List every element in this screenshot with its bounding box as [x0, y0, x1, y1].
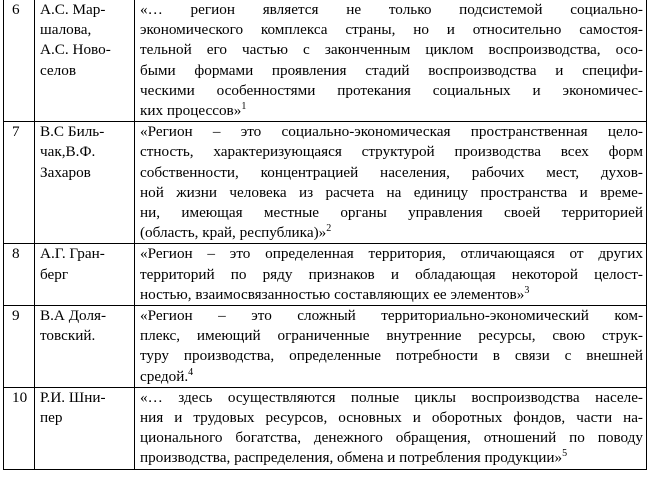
author-line: В.А Доля- [40, 307, 107, 325]
author-cell [35, 122, 135, 244]
definition-text: территорий по ряду признаков и обладающая некоторой целост- [140, 265, 643, 283]
definition-text: ни, имеющая местные органы управления своей территорией [140, 204, 643, 222]
author-line: шалова, [40, 21, 92, 39]
definition-text: ной жизни человека из расчета на единицу пространства и време- [140, 183, 643, 201]
author-line: товский. [40, 327, 96, 345]
definition-text: «Регион – это социально-экономическая пространственная цело- [140, 123, 643, 141]
definition-text: экономического комплекса страны, но и относительно самостоя- [140, 21, 643, 39]
definition-line [140, 326, 643, 346]
definition-line [140, 40, 643, 60]
footnote-marker[interactable]: 5 [562, 448, 568, 460]
definition-text: тельной его частью с законченным циклом воспроизводства, осо- [140, 41, 643, 59]
definition-line [140, 142, 643, 162]
table-row [4, 122, 647, 244]
author-cell [35, 244, 135, 306]
definition-line [140, 20, 643, 40]
definition-line [140, 285, 643, 305]
definition-text: «… здесь осуществляются полные циклы воспроизводства населе- [140, 388, 643, 406]
definition-line [140, 388, 643, 408]
definition-text: ционального богатства, денежного обращения, отношений по поводу [140, 429, 643, 447]
row-number: 10 [4, 387, 35, 469]
author-line: Захаров [40, 163, 91, 181]
author-line: берг [40, 265, 69, 283]
row-number: 8 [4, 244, 35, 306]
table-row [4, 306, 647, 388]
table-row [4, 244, 647, 306]
definition-line [140, 122, 643, 142]
definition-text: ностью, взаимосвязанностью составляющих ее элементов» [140, 285, 525, 303]
author-cell [35, 306, 135, 388]
definition-text: ния и трудовых ресурсов, основных и оборотных фондов, части на- [140, 409, 643, 427]
definition-line [140, 306, 643, 326]
definition-cell [135, 306, 647, 388]
definition-line [140, 183, 643, 203]
author-cell [35, 387, 135, 469]
definition-text: стность, характеризующаяся структурой производства всех форм [140, 143, 643, 161]
definition-cell [135, 0, 647, 122]
author-cell [35, 0, 135, 122]
definition-text: собственности, концентрацией населения, рабочих мест, духов- [140, 163, 643, 181]
author-line: А.С. Ново- [40, 41, 111, 59]
author-line: А.С. Мар- [40, 1, 106, 18]
definition-line [140, 61, 643, 81]
definitions-table-body [4, 0, 647, 469]
row-number: 7 [4, 122, 35, 244]
table-row [4, 387, 647, 469]
definition-text: ких процессов» [140, 102, 242, 120]
table-row [4, 0, 647, 122]
definition-text: плекс, имеющий ограниченные внутренние ресурсы, свою струк- [140, 327, 643, 345]
definition-line [140, 408, 643, 428]
definition-line [140, 163, 643, 183]
footnote-marker[interactable]: 1 [241, 101, 247, 113]
footnote-marker[interactable]: 4 [188, 366, 194, 378]
definition-line [140, 101, 643, 121]
definition-line [140, 346, 643, 366]
row-number: 9 [4, 306, 35, 388]
author-line: селов [40, 61, 77, 79]
definition-text: ческими особенностями протекания социальных и экономичес- [140, 81, 643, 99]
definition-text: «Регион – это определенная территория, отличающаяся от других [140, 245, 643, 263]
definition-text: «… регион является не только подсистемой социально- [140, 1, 643, 18]
definition-text: (область, край, республика)» [140, 224, 327, 242]
definition-line [140, 448, 643, 468]
author-line: А.Г. Гран- [40, 245, 105, 263]
definition-line [140, 367, 643, 387]
definitions-table [3, 0, 647, 470]
definition-cell [135, 387, 647, 469]
author-line: пер [40, 409, 63, 427]
definition-line [140, 81, 643, 101]
definition-cell [135, 122, 647, 244]
row-number: 6 [4, 0, 35, 122]
author-line: В.С Биль- [40, 123, 105, 141]
author-line: Р.И. Шни- [40, 388, 106, 406]
definition-cell [135, 244, 647, 306]
footnote-marker[interactable]: 2 [326, 223, 332, 235]
definition-text: средой. [140, 367, 189, 385]
definition-line [140, 244, 643, 264]
definition-text: туру производства, определенные потребности в связи с внешней [140, 347, 643, 365]
definition-line [140, 203, 643, 223]
footnote-marker[interactable]: 3 [524, 284, 530, 296]
definition-line [140, 223, 643, 243]
definition-text: «Регион – это сложный территориально-экономический ком- [140, 307, 643, 325]
author-line: чак,В.Ф. [40, 143, 96, 161]
definition-line [140, 0, 643, 20]
definition-line [140, 265, 643, 285]
definition-text: производства, распределения, обмена и потребления продукции» [140, 449, 563, 467]
definition-text: быми формами проявления стадий воспроизводства и специфи- [140, 61, 643, 79]
definition-line [140, 428, 643, 448]
